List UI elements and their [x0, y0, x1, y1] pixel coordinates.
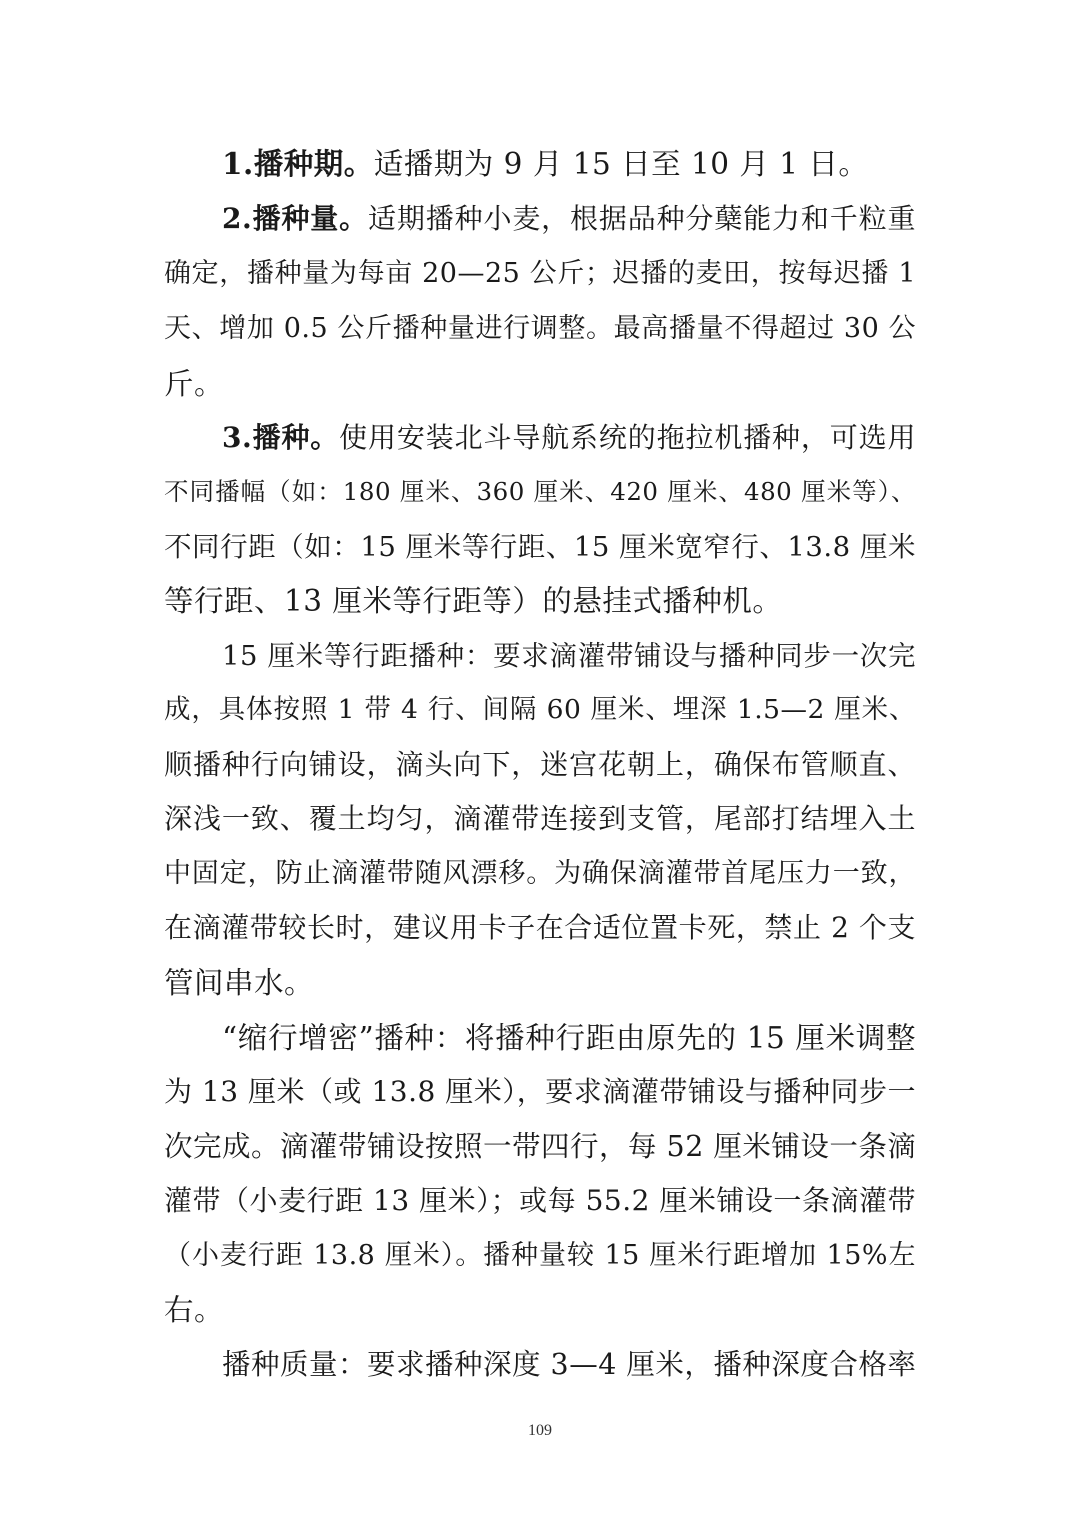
heading-sowing-period: 1.播种期。: [222, 146, 374, 181]
text-line: 播种质量：要求播种深度 3—4 厘米，播种深度合格率: [222, 1348, 917, 1381]
text-line: （小麦行距 13.8 厘米）。播种量较 15 厘米行距增加 15%左: [164, 1240, 916, 1271]
text-line: 成，具体按照 1 带 4 行、间隔 60 厘米、埋深 1.5—2 厘米、: [164, 694, 916, 725]
text-line: 深浅一致、覆土均匀，滴灌带连接到支管，尾部打结埋入土: [164, 802, 916, 835]
paragraph-sowing-amount-line1: [222, 199, 916, 239]
text-line: 中固定，防止滴灌带随风漂移。为确保滴灌带首尾压力一致，: [164, 858, 916, 889]
text-line: 管间串水。: [164, 966, 315, 1000]
text-line: 右。: [164, 1293, 225, 1327]
text-line: 不同播幅（如：180 厘米、360 厘米、420 厘米、480 厘米等）、: [164, 477, 916, 506]
text-line: 斤。: [164, 367, 225, 401]
heading-sowing: 3.播种。: [222, 421, 340, 454]
text-line: 为 13 厘米（或 13.8 厘米），要求滴灌带铺设与播种同步一: [164, 1075, 916, 1108]
page-number: 109: [528, 1422, 552, 1439]
heading-sowing-amount: 2.播种量。: [222, 202, 369, 235]
text-line: 适期播种小麦，根据品种分蘖能力和千粒重: [368, 202, 916, 235]
text-line: 不同行距（如：15 厘米等行距、15 厘米宽窄行、13.8 厘米: [164, 531, 916, 563]
text-line: “缩行增密”播种：将播种行距由原先的 15 厘米调整: [222, 1021, 916, 1055]
text-line: 在滴灌带较长时，建议用卡子在合适位置卡死，禁止 2 个支: [164, 911, 916, 944]
text-line: 确定，播种量为每亩 20—25 公斤；迟播的麦田，按每迟播 1: [164, 258, 916, 289]
text-line: 天、增加 0.5 公斤播种量进行调整。最高播量不得超过 30 公: [164, 313, 916, 344]
text-line: 适播期为 9 月 15 日至 10 月 1 日。: [373, 147, 869, 181]
text-line: 顺播种行向铺设，滴头向下，迷宫花朝上，确保布管顺直、: [164, 748, 916, 781]
paragraph-sowing-line1: [222, 418, 916, 458]
text-line: 15 厘米等行距播种：要求滴灌带铺设与播种同步一次完: [222, 640, 916, 672]
text-line: 等行距、13 厘米等行距等）的悬挂式播种机。: [164, 584, 783, 618]
text-line: 灌带（小麦行距 13 厘米）；或每 55.2 厘米铺设一条滴灌带: [164, 1184, 916, 1217]
text-line: 次完成。滴灌带铺设按照一带四行，每 52 厘米铺设一条滴: [164, 1130, 917, 1163]
paragraph-sowing-period: [222, 144, 916, 184]
text-line: 使用安装北斗导航系统的拖拉机播种，可选用: [339, 421, 916, 454]
